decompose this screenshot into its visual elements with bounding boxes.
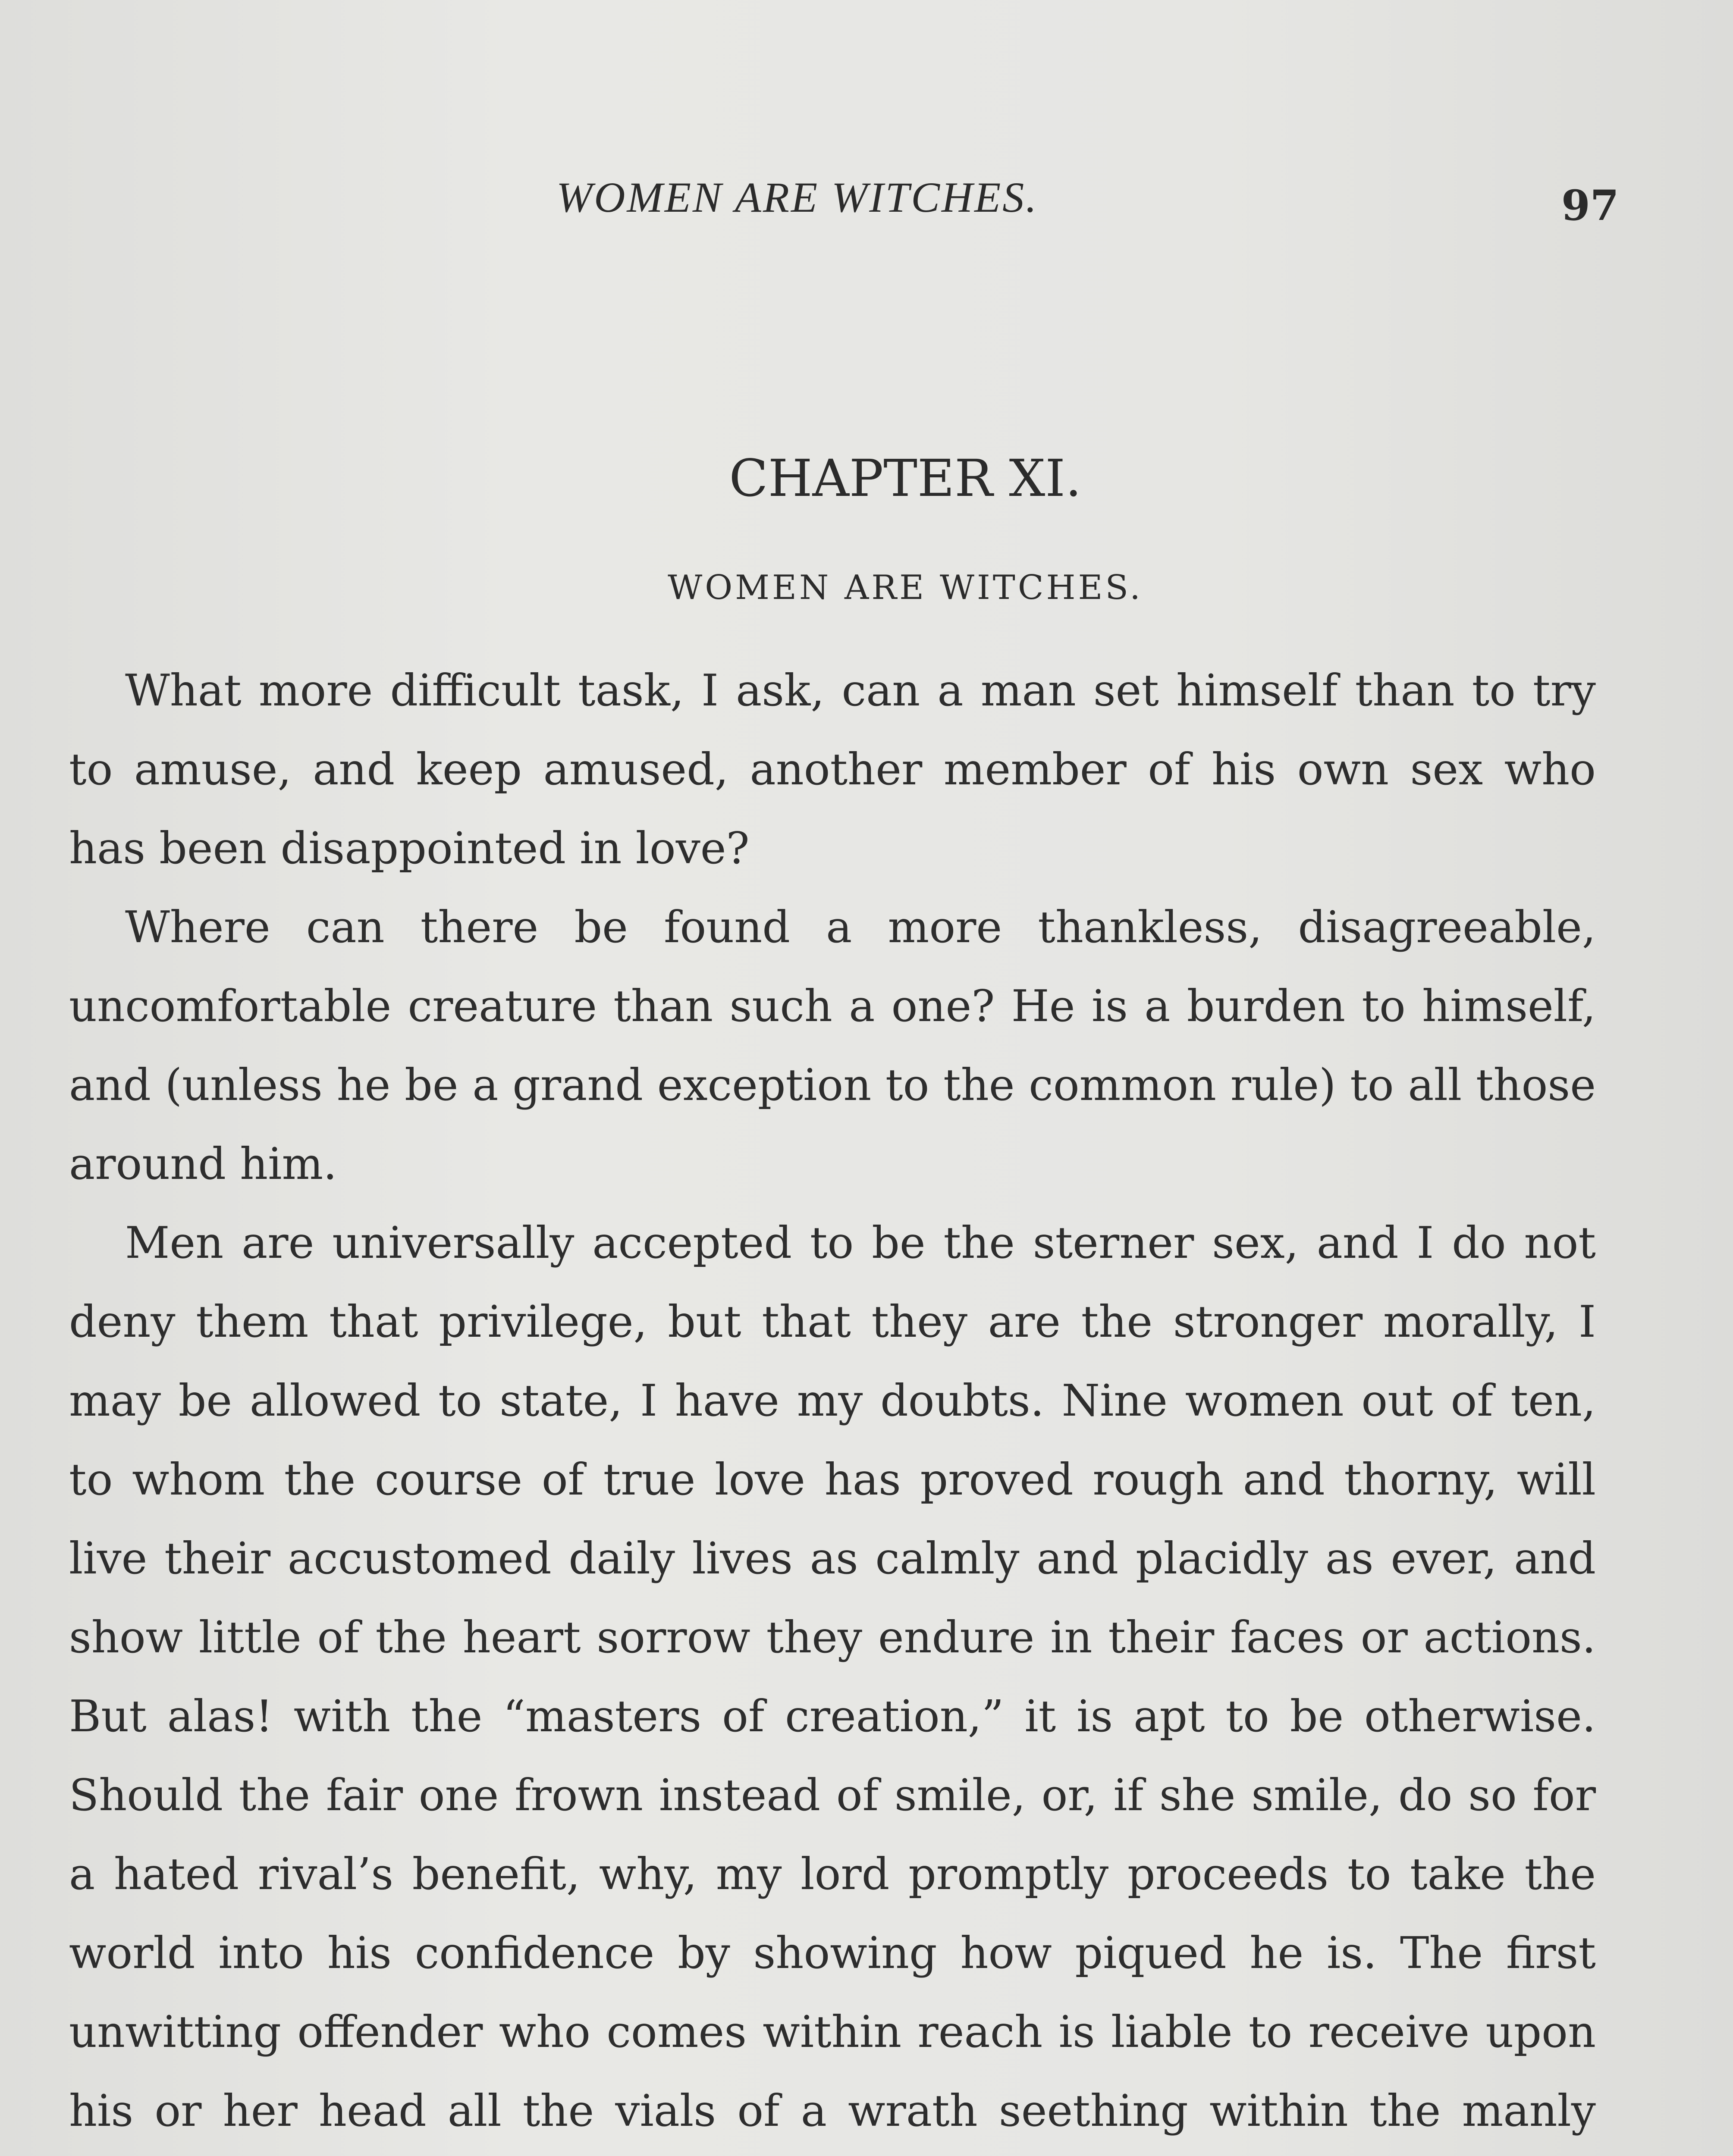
paragraph: Where can there be found a more thankless, disagreeable, uncomfortable creature than such a one? He is a burden to himself, and (unless he be a grand exception to the common rule) to all those around him. [69, 902, 1596, 1189]
chapter-subtitle: WOMEN ARE WITCHES. [668, 568, 1143, 607]
body-text [69, 651, 1596, 2156]
paragraph: What more difficult task, I ask, can a man set himself than to try to amuse, and keep amused, another member of his own sex who has been disappointed in love? [69, 665, 1596, 874]
page-number: 97 [1561, 181, 1619, 230]
chapter-title: CHAPTER XI. [729, 448, 1082, 508]
running-head: WOMEN ARE WITCHES. [556, 173, 1039, 221]
paragraph: Men are universally accepted to be the sterner sex, and I do not deny them that privilege, but that they are the stronger morally, I may be allowed to state, I have my doubts. Nine women out of ten, to whom the course of true love has proved rough and thorny, will live their accustomed daily lives as calmly and placidly as ever, and show little of the heart sorrow they endure in their faces or actions. But alas! with the “masters of creation,” it is apt to be otherwise. Should the fair one frown instead of smile, or, if she smile, do so for a hated rival’s benefit, why, my lord promptly proceeds to take the world into his confidence by showing how piqued he is. The first unwitting offender who comes within reach is liable to receive upon his or her head all the vials of a wrath seething within the manly [69, 1217, 1596, 2136]
